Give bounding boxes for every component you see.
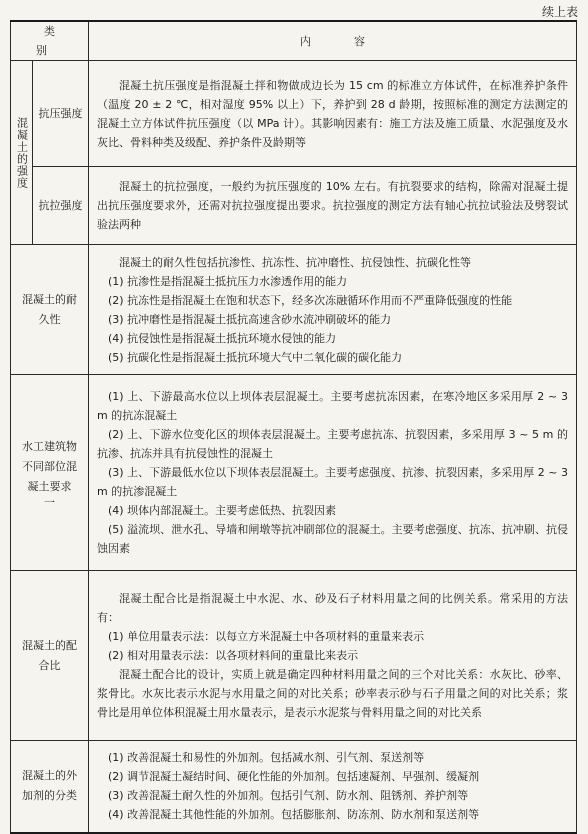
list-item: (2) 相对用量表示法：以各项材料间的重量比来表示: [108, 649, 359, 662]
requirements-dash: 一: [44, 495, 55, 509]
tensile-text: 混凝土的抗拉强度，一般约为抗压强度的 10% 左右。有抗裂要求的结构，除需对混凝土提出抗压强度要求外，还需对抗拉强度提出要求。抗拉强度的测定方法有轴心抗拉试验法及劈裂试验法两种: [97, 180, 568, 231]
list-item: (2) 调节混凝土凝结时间、硬化性能的外加剂。包括速凝剂、早强剂、缓凝剂: [108, 770, 480, 784]
mix-intro: 混凝土配合比是指混凝土中水泥、水、砂及石子材料用量之间的比例关系。常采用的方法有：: [97, 592, 568, 624]
tensile-content: [89, 167, 577, 245]
list-item: (5) 抗碳化性是指混凝土抵抗环境大气中二氧化碳的碳化能力: [108, 350, 403, 364]
mix-content: [89, 571, 577, 741]
table-row: [11, 571, 577, 741]
concrete-properties-table: [10, 20, 577, 834]
list-item: (3) 改善混凝土耐久性的外加剂。包括引气剂、防水剂、阻锈剂、养护剂等: [108, 789, 469, 803]
strength-group-cell: [11, 61, 33, 245]
requirements-content: [89, 375, 577, 571]
list-item: (3) 上、下游最低水位以下坝体表层混凝土。主要考虑强度、抗渗、抗裂因素，多采用厚 2 ~ 3 m 的抗渗混凝土: [97, 466, 568, 498]
durability-label: 混凝土的耐久性: [11, 245, 89, 375]
durability-content: [89, 245, 577, 375]
table-row: [11, 375, 577, 571]
table-row: [11, 167, 577, 245]
list-item: (5) 溢流坝、泄水孔、导墙和闸墩等抗冲刷部位的混凝土。主要考虑强度、抗冻、抗冲刷、抗侵蚀因素: [97, 523, 568, 555]
list-item: (1) 单位用量表示法：以每立方米混凝土中各项材料的重量来表示: [108, 630, 425, 643]
list-item: (1) 抗渗性是指混凝土抵抗压力水渗透作用的能力: [108, 274, 348, 288]
list-item: (4) 坝体内部混凝土。主要考虑低热、抗裂因素: [108, 504, 337, 517]
list-item: (4) 改善混凝土其他性能的外加剂。包括膨胀剂、防冻剂、防水剂和泵送剂等: [108, 808, 480, 822]
continued-label: 续上表: [541, 5, 578, 19]
header-category: 类 别: [11, 21, 89, 61]
requirements-cell: [11, 375, 89, 571]
admixtures-content: [89, 741, 577, 833]
admixtures-label: 混凝土的外加剂的分类: [11, 741, 89, 833]
compressive-content: [89, 61, 577, 167]
tensile-label: 抗拉强度: [33, 167, 89, 245]
mix-closing: 混凝土配合比的设计，实质上就是确定四种材料用量之间的三个对比关系：水灰比、砂率、浆骨比。水灰比表示水泥与水用量之间的对比关系；砂率表示砂与石子用量之间的对比关系；浆骨比是用单位体积混凝土用水量表示，是表示水泥浆与骨料用量之间的对比关系: [97, 668, 568, 719]
header-content: 内 容: [89, 21, 577, 61]
strength-group-label: 混凝土的强度: [15, 116, 29, 189]
table-row: [11, 245, 577, 375]
list-item: (3) 抗冲磨性是指混凝土抵抗高速含砂水流冲刷破坏的能力: [108, 312, 392, 326]
list-item: (1) 改善混凝土和易性的外加剂。包括减水剂、引气剂、泵送剂等: [108, 751, 425, 765]
list-item: (2) 上、下游水位变化区的坝体表层混凝土。主要考虑抗冻、抗裂因素，多采用厚 3 ~ 5 m 的抗渗、抗冻并具有抗侵蚀性的混凝土: [97, 428, 568, 460]
table-row: [11, 741, 577, 833]
table-header-row: [11, 21, 577, 61]
compressive-text: 混凝土抗压强度是指混凝土拌和物做成边长为 15 cm 的标准立方体试件，在标准养护条件（温度 20 ± 2 ℃，相对湿度 95% 以上）下，养护到 28 d 龄期，按照标准的测定方法测定的混凝土立方体试件抗压强度（以 MPa 计）。其影响因素有：施工方法及施工质量、水泥强度及水灰比、骨料种类及级配、养护条件及龄期等: [97, 78, 568, 149]
list-item: (4) 抗侵蚀性是指混凝土抵抗环境水侵蚀的能力: [108, 331, 337, 345]
table-row: [11, 61, 577, 167]
durability-intro: 混凝土的耐久性包括抗渗性、抗冻性、抗冲磨性、抗侵蚀性、抗碳化性等: [119, 255, 471, 269]
list-item: (2) 抗冻性是指混凝土在饱和状态下，经多次冻融循环作用而不严重降低强度的性能: [108, 293, 513, 307]
compressive-label: 抗压强度: [33, 61, 89, 167]
list-item: (1) 上、下游最高水位以上坝体表层混凝土。主要考虑抗冻因素，在寒冷地区多采用厚 2 ~ 3 m 的抗冻混凝土: [97, 390, 568, 422]
requirements-label: 水工建筑物不同部位混凝土要求: [22, 439, 77, 493]
mix-label: 混凝土的配合比: [11, 571, 89, 741]
